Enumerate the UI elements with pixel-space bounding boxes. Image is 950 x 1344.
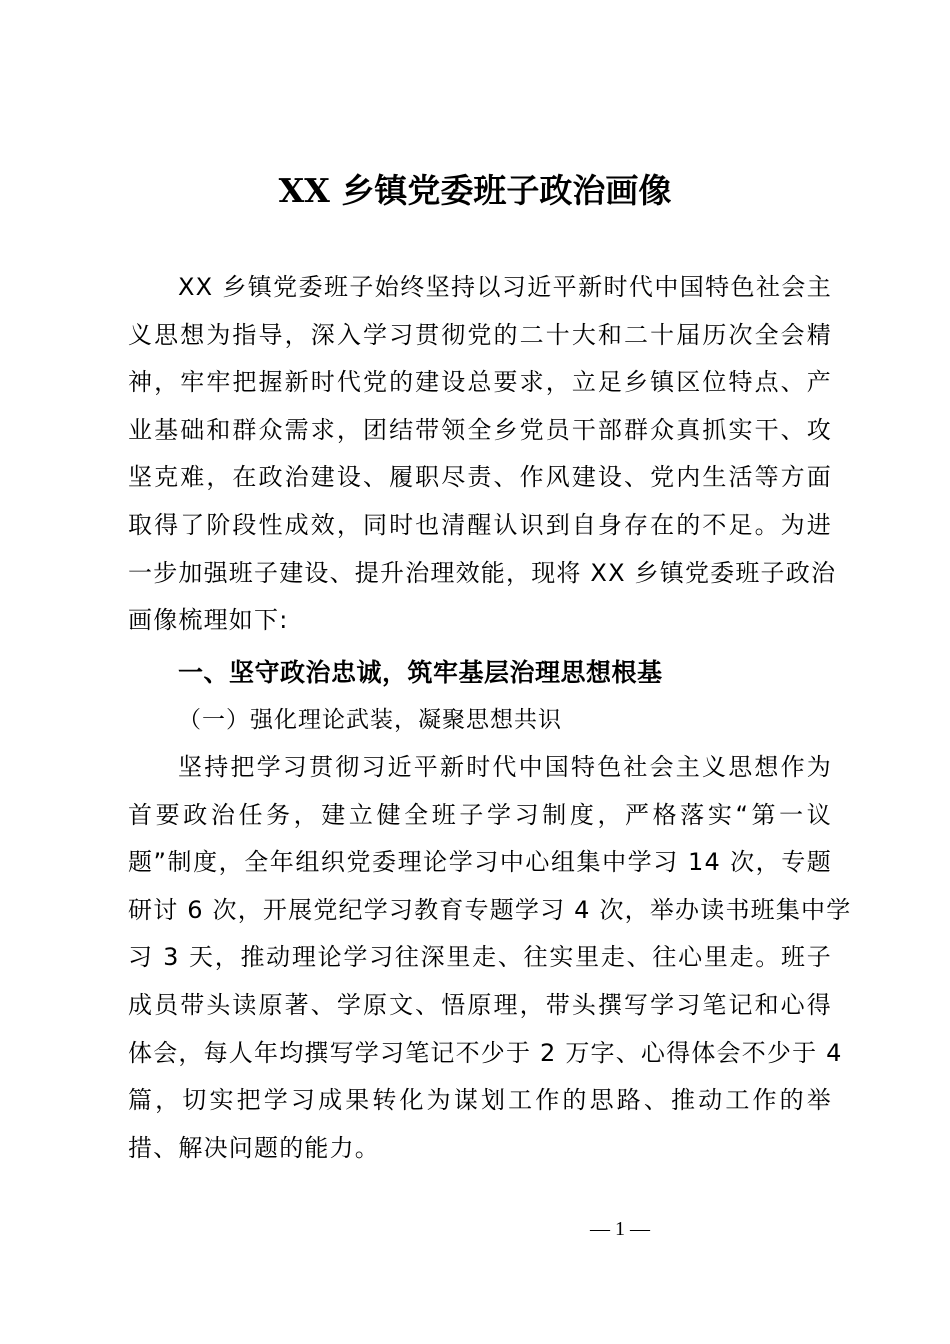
text-line: 研讨 6 次，开展党纪学习教育专题学习 4 次，举办读书班集中学 xyxy=(128,895,852,924)
text-line: 措、解决问题的能力。 xyxy=(128,1133,380,1162)
text-line: 画像梳理如下: xyxy=(128,606,289,635)
text-line: 习 3 天，推动理论学习往深里走、往实里走、往心里走。班子 xyxy=(128,943,832,972)
text-line: 取得了阶段性成效，同时也清醒认识到自身存在的不足。为进 xyxy=(128,510,832,539)
section-heading-block xyxy=(128,649,832,744)
subsection-heading: （一）强化理论武装，凝聚思想共识 xyxy=(178,706,562,733)
page-number: — 1 — xyxy=(590,1218,650,1240)
text-line: 坚克难，在政治建设、履职尽责、作风建设、党内生活等方面 xyxy=(128,463,832,492)
text-line: 坚持把学习贯彻习近平新时代中国特色社会主义思想作为 xyxy=(178,753,832,781)
text-line: 业基础和群众需求，团结带领全乡党员干部群众真抓实干、攻 xyxy=(128,415,832,444)
text-line: 首要政治任务，建立健全班子学习制度，严格落实“第一议 xyxy=(128,800,832,829)
subsection-paragraph xyxy=(128,744,852,1172)
text-line: 义思想为指导，深入学习贯彻党的二十大和二十届历次全会精 xyxy=(128,320,832,349)
text-line: XX 乡镇党委班子始终坚持以习近平新时代中国特色社会主 xyxy=(178,273,832,301)
text-line: 成员带头读原著、学原文、悟原理，带头撰写学习笔记和心得 xyxy=(128,990,832,1019)
text-line: 一步加强班子建设、提升治理效能，现将 XX 乡镇党委班子政治 xyxy=(128,558,837,587)
intro-paragraph xyxy=(128,264,837,645)
text-line: 篇，切实把学习成果转化为谋划工作的思路、推动工作的举 xyxy=(128,1086,832,1115)
text-line: 题”制度，全年组织党委理论学习中心组集中学习 14 次，专题 xyxy=(128,848,832,877)
text-line: 体会，每人年均撰写学习笔记不少于 2 万字、心得体会不少于 4 xyxy=(128,1038,843,1067)
text-line: 神，牢牢把握新时代党的建设总要求，立足乡镇区位特点、产 xyxy=(128,368,832,397)
section-heading: 一、坚守政治忠诚，筑牢基层治理思想根基 xyxy=(178,658,663,687)
document-title: XX 乡镇党委班子政治画像 xyxy=(278,171,672,210)
